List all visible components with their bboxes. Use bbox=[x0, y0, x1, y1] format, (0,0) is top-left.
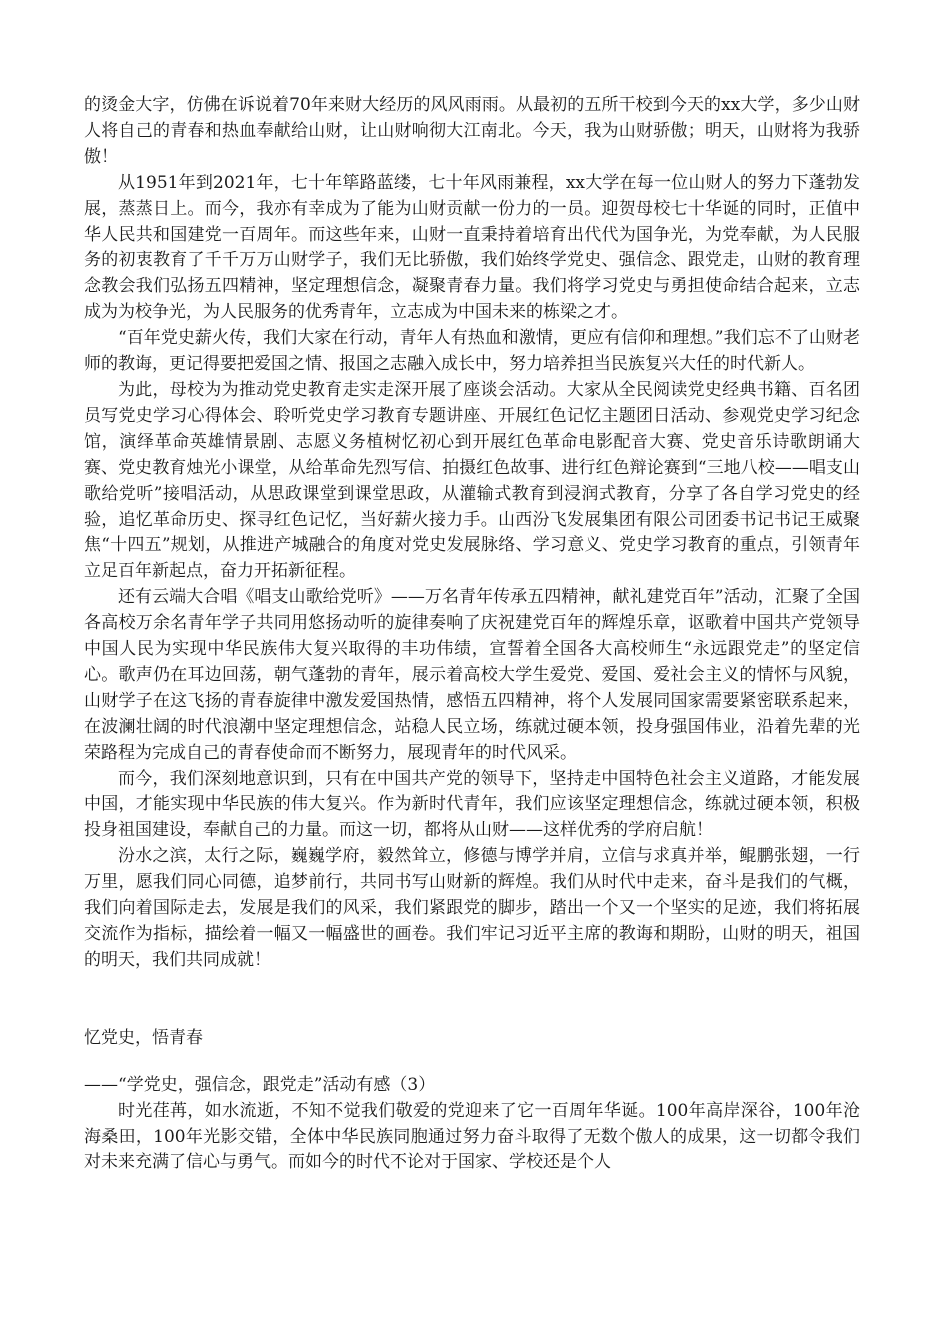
section-paragraph: 时光荏苒，如水流逝，不知不觉我们敬爱的党迎来了它一百周年华诞。100年高岸深谷，100年沧海桑田，100年光影交错，全体中华民族同胞通过努力奋斗取得了无数个傲人的成果，这一切都令我们对未来充满了信心与勇气。而如今的时代不论对于国家、学校还是个人 bbox=[84, 1100, 860, 1173]
paragraph-1: 的烫金大字，仿佛在诉说着70年来财大经历的风风雨雨。从最初的五所干校到今天的xx大学，多少山财人将自己的青春和热血奉献给山财，让山财响彻大江南北。今天，我为山财骄傲；明天，山财将为我骄傲！ bbox=[84, 95, 860, 167]
paragraph-7: 汾水之滨，太行之际，巍巍学府，毅然耸立，修德与博学并肩，立信与求真并举，鲲鹏张翅，一行万里，愿我们同心同德，追梦前行，共同书写山财新的辉煌。我们从时代中走来，奋斗是我们的气概，我们向着国际走去，发展是我们的风采，我们紧跟党的脚步，踏出一个又一个坚实的足迹，我们将拓展交流作为指标，描绘着一幅又一幅盛世的画卷。我们牢记习近平主席的教诲和期盼，山财的明天，祖国的明天，我们共同成就！ bbox=[84, 846, 860, 970]
section-subtitle: ——“学党史，强信念，跟党走”活动有感（3） bbox=[84, 1074, 436, 1095]
paragraph-6: 而今，我们深刻地意识到，只有在中国共产党的领导下，坚持走中国特色社会主义道路，才能发展中国，才能实现中华民族的伟大复兴。作为新时代青年，我们应该坚定理想信念，练就过硬本领，积极投身祖国建设，奉献自己的力量。而这一切，都将从山财——这样优秀的学府启航！ bbox=[84, 768, 860, 841]
section-title: 忆党史，悟青春 bbox=[84, 1027, 203, 1048]
paragraph-2: 从1951年到2021年，七十年筚路蓝缕，七十年风雨兼程，xx大学在每一位山财人的努力下蓬勃发展，蒸蒸日上。而今，我亦有幸成为了能为山财贡献一份力的一员。迎贺母校七十华诞的同时，正值中华人民共和国建党一百周年。而这些年来，山财一直秉持着培育出代代为国争光，为党奉献，为人民服务的初衷教育了千千万万山财学子，我们无比骄傲，我们始终学党史、强信念、跟党走，山财的教育理念教会我们弘扬五四精神，坚定理想信念，凝聚青春力量。我们将学习党史与勇担使命结合起来，立志成为为校争光，为人民服务的优秀青年，立志成为中国未来的栋梁之才。 bbox=[84, 172, 860, 323]
paragraph-4: 为此，母校为为推动党史教育走实走深开展了座谈会活动。大家从全民阅读党史经典书籍、百名团员写党史学习心得体会、聆听党史学习教育专题讲座、开展红色记忆主题团日活动、参观党史学习纪念馆，演绎革命英雄情景剧、志愿义务植树忆初心到开展红色革命电影配音大赛、党史音乐诗歌朗诵大赛、党史教育烛光小课堂，从给革命先烈写信、拍摄红色故事、进行红色辩论赛到“三地八校——唱支山歌给党听”接唱活动，从思政课堂到课堂思政，从灌输式教育到浸润式教育，分享了各自学习党史的经验，追忆革命历史、探寻红色记忆，当好薪火接力手。山西汾飞发展集团有限公司团委书记书记王威聚焦“十四五”规划，从推进产城融合的角度对党史发展脉络、学习意义、党史学习教育的重点，引领青年立足百年新起点，奋力开拓新征程。 bbox=[84, 379, 860, 582]
document-page bbox=[84, 93, 860, 1176]
paragraph-5: 还有云端大合唱《唱支山歌给党听》——万名青年传承五四精神，献礼建党百年”活动，汇聚了全国各高校万余名青年学子共同用悠扬动听的旋律奏响了庆祝建党百年的辉煌乐章，讴歌着中国共产党领导中国人民为实现中华民族伟大复兴取得的丰功伟绩，宣誓着全国各大高校师生“永远跟党走”的坚定信心。歌声仍在耳边回荡，朝气蓬勃的青年，展示着高校大学生爱党、爱国、爱社会主义的情怀与风貌，山财学子在这飞扬的青春旋律中激发爱国热情，感悟五四精神，将个人发展同国家需要紧密联系起来，在波澜壮阔的时代浪潮中坚定理想信念，站稳人民立场，练就过硬本领，投身强国伟业，沿着先辈的光荣路程为完成自己的青春使命而不断努力，展现青年的时代风采。 bbox=[84, 587, 860, 763]
paragraph-3: “百年党史薪火传，我们大家在行动，青年人有热血和激情，更应有信仰和理想。”我们忘不了山财老师的教诲，更记得要把爱国之情、报国之志融入成长中，努力培养担当民族复兴大任的时代新人。 bbox=[84, 328, 860, 375]
section-spacer bbox=[84, 974, 860, 1026]
